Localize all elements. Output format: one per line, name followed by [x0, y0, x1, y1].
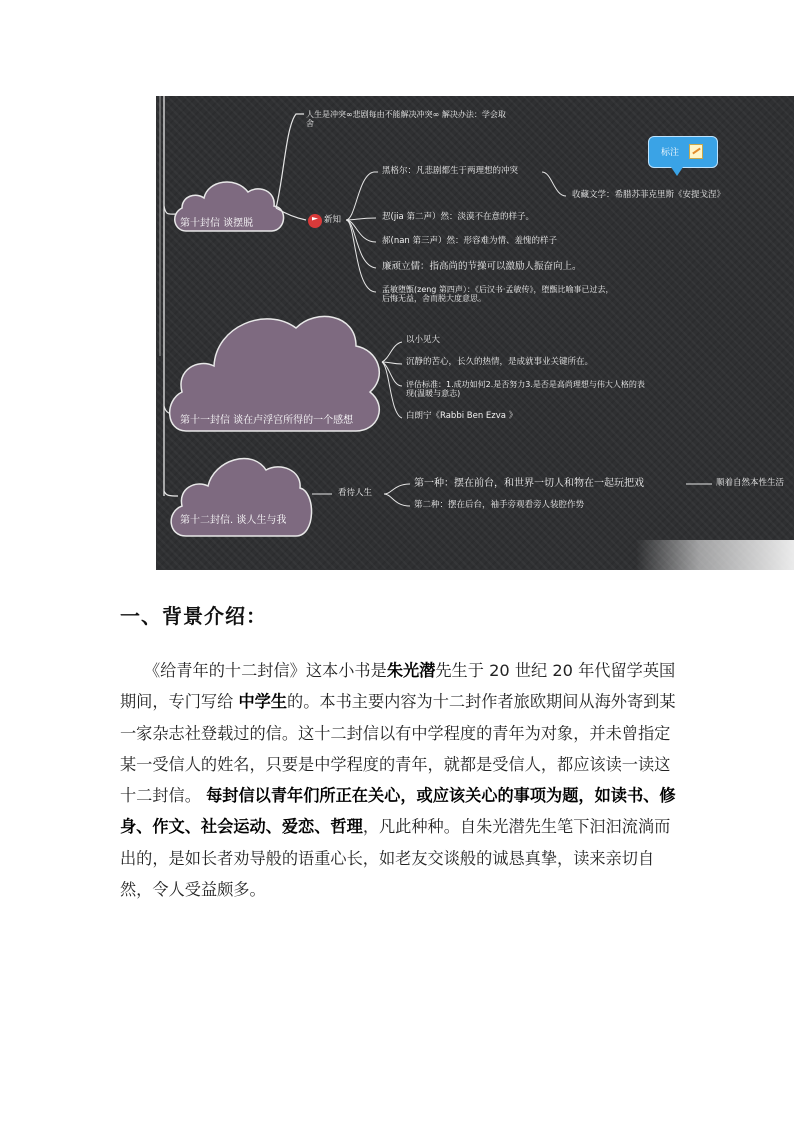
- cloud-label-letter11: 第十一封信 谈在卢浮宫所得的一个感想: [180, 415, 354, 426]
- letter10-item-hegel: 黑格尔：凡悲剧都生于两理想的冲突: [382, 166, 519, 176]
- letter11-item-3: 评估标准：1.成功如何2.是否努力3.是否是高尚理想与伟大人格的表 现(温暖与意志): [406, 380, 645, 399]
- note-icon: [689, 144, 703, 159]
- paragraph-text: [120, 655, 680, 905]
- mindmap-image: [156, 96, 794, 570]
- cloud-label-letter12: 第十二封信. 谈人生与我: [180, 515, 287, 526]
- letter12-item-2: 第二种：摆在后台，袖手旁观看旁人装腔作势: [414, 500, 585, 510]
- letter10-item-5: 孟敏堕甑(zeng 第四声）：《后汉书·孟敏传》，堕甑比喻事已过去， 后悔无益，舍而脱大度意思。: [382, 285, 614, 304]
- paragraph-run: ，凡此种种。自朱光潜先生笔下汩汩流淌而出的，是如长者劝导般的语重心长，如老友交谈般的诚恳真挚，读来亲切自然，令人受益颇多。: [120, 817, 671, 900]
- cloud-label-letter10: 第十封信 谈摆脱: [180, 218, 254, 229]
- paragraph-bold-run: 朱光潜: [386, 661, 436, 680]
- letter12-item-1: 第一种：摆在前台，和世界一切人和物在一起玩把戏: [414, 478, 644, 489]
- letter11-item-1: 以小见大: [406, 335, 441, 345]
- new-knowledge-label: 新知: [324, 215, 342, 225]
- letter10-sub-item: 收藏文学：希腊苏菲克里斯《安提戈涅》: [572, 190, 726, 200]
- letter10-item-2: 恝(jia 第二声）然：淡漠不在意的样子。: [382, 212, 534, 222]
- paragraph-run: 先生于 20 世纪 20 年代留学英国期间，专门写给: [120, 661, 676, 712]
- letter12-tail: 顺着自然本性生活: [716, 478, 785, 488]
- paragraph-bold-run: 中学生: [238, 692, 288, 712]
- flag-icon: [308, 214, 322, 228]
- letter10-item-3: 郝(nan 第三声）然：形容难为情、羞愧的样子: [382, 236, 558, 246]
- letter10-top-branch: 人生是冲突∞悲剧每由不能解决冲突∞ 解决办法：学会取 舍: [306, 110, 506, 129]
- paragraph-bold-run: 每封信以青年们所正在关心，或应该关心的事项为题，如读书、修身、作文、社会运动、爱恋、哲理: [120, 786, 676, 837]
- section-heading: 一、背景介绍：: [120, 604, 267, 628]
- body-paragraph: [120, 655, 680, 905]
- paragraph-run: 的。本书主要内容为十二封作者旅欧期间从海外寄到某一家杂志社登载过的信。这十二封信以有中学程度的青年为对象，并未曾指定某一受信人的姓名，只要是中学程度的青年，就都是受信人，都应该读一读这十二封信。: [120, 692, 676, 806]
- letter10-item-4: 廉顽立儒：指高尚的节操可以激励人振奋向上。: [382, 261, 582, 272]
- letter12-branch: 看待人生: [338, 488, 373, 498]
- letter11-item-4: 白朗宁《Rabbi Ben Ezva 》: [406, 411, 518, 421]
- note-callout[interactable]: [648, 136, 718, 168]
- letter11-item-2: 沉静的苦心，长久的热情，是成就事业关键所在。: [406, 357, 594, 367]
- paragraph-run: 《给青年的十二封信》这本小书是: [144, 661, 387, 680]
- note-label: 标注: [661, 148, 680, 158]
- image-fade: [636, 540, 794, 570]
